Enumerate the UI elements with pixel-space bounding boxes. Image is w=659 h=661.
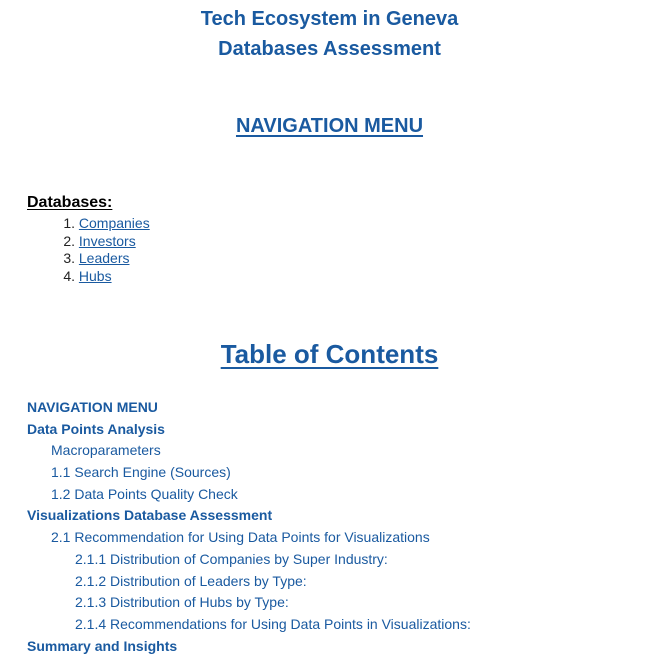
navigation-menu-heading [0, 112, 659, 140]
table-of-contents [27, 397, 471, 657]
toc-entry[interactable]: Summary and Insights [27, 637, 178, 654]
list-item [27, 250, 150, 268]
database-link-companies[interactable]: Companies [78, 215, 150, 231]
list-item [27, 215, 150, 233]
toc-entry[interactable]: 2.1 Recommendation for Using Data Points for Visualizations [51, 529, 430, 546]
toc-entry[interactable]: 2.1.3 Distribution of Hubs by Type: [75, 594, 289, 611]
list-item [27, 268, 150, 286]
toc-entry[interactable]: 1.2 Data Points Quality Check [51, 485, 238, 502]
navigation-menu-heading-text: NAVIGATION MENU [235, 115, 424, 137]
list-number: 4. [63, 267, 75, 284]
toc-entry[interactable]: 2.1.4 Recommendations for Using Data Points in Visualizations: [75, 615, 471, 632]
table-of-contents-heading [0, 337, 659, 371]
toc-entry[interactable]: 1.1 Search Engine (Sources) [51, 464, 231, 481]
toc-entry[interactable]: 2.1.1 Distribution of Companies by Super Industry: [75, 550, 388, 567]
databases-heading: Databases: [27, 194, 113, 211]
list-item [27, 233, 150, 251]
database-link-investors[interactable]: Investors [78, 232, 136, 249]
list-number: 3. [63, 250, 75, 266]
toc-entry[interactable]: Macroparameters [51, 442, 161, 459]
database-link-hubs[interactable]: Hubs [78, 267, 112, 284]
toc-entry[interactable]: Visualizations Database Assessment [27, 507, 273, 524]
database-link-leaders[interactable]: Leaders [78, 250, 130, 266]
document-title-line1: Tech Ecosystem in Geneva [200, 8, 459, 30]
toc-entry[interactable]: 2.1.2 Distribution of Leaders by Type: [75, 572, 307, 589]
toc-entry[interactable]: Data Points Analysis [27, 420, 165, 437]
list-number: 2. [63, 232, 75, 249]
table-of-contents-heading-text: Table of Contents [220, 339, 439, 369]
list-number: 1. [63, 215, 75, 231]
toc-entry[interactable]: NAVIGATION MENU [27, 399, 158, 415]
databases-list [27, 215, 150, 285]
document-title-line2: Databases Assessment [218, 38, 441, 60]
